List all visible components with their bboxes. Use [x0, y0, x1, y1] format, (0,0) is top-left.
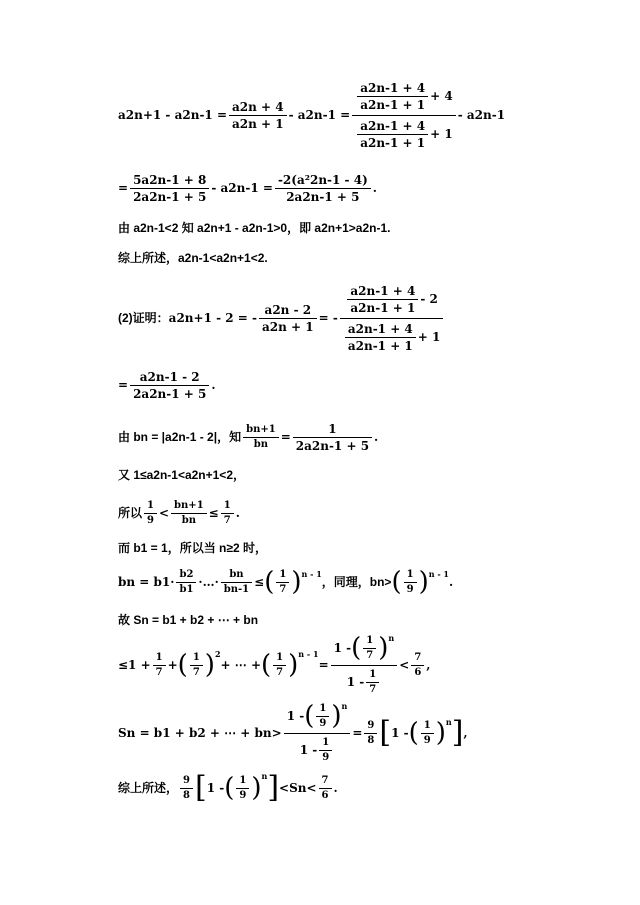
- right-paren: ): [418, 567, 429, 597]
- eq11-power-base-2: [404, 568, 417, 597]
- eq15-prefix: 综上所述，: [118, 781, 179, 795]
- denominator: 9: [423, 734, 431, 746]
- num-prefix: 1 -: [333, 641, 352, 655]
- denominator: 7: [223, 514, 231, 526]
- period: .: [211, 378, 216, 392]
- right-bracket: ]: [267, 770, 280, 805]
- denominator: 2a2n-1 + 5: [133, 386, 207, 401]
- denominator: a2n-1 + 1: [360, 135, 426, 150]
- less-equal: ≤: [208, 506, 219, 520]
- exponent: n: [388, 632, 395, 643]
- eq5-fraction-1: [259, 302, 317, 335]
- equation-line-1: [118, 80, 505, 150]
- numerator: 9: [183, 774, 190, 786]
- left-paren: (: [304, 701, 315, 731]
- numerator: a2n - 2: [264, 302, 312, 317]
- equation-line-11: [118, 564, 453, 600]
- equation-line-2: [118, 170, 377, 206]
- numerator: 1: [239, 774, 247, 786]
- eq5-equals: = -: [318, 311, 338, 325]
- eq14-power-fraction: [421, 719, 434, 748]
- right-paren: ): [291, 567, 302, 597]
- denominator: 7: [369, 683, 377, 695]
- eq14-coef-fraction: [364, 719, 377, 748]
- equals: =: [280, 430, 291, 444]
- denominator: 9: [147, 514, 154, 526]
- eq13-prefix: ≤1 +: [118, 658, 151, 672]
- less-than: <: [399, 658, 410, 672]
- left-paren: (: [264, 567, 275, 597]
- numerator: 1: [276, 651, 284, 663]
- denominator: 9: [319, 717, 327, 729]
- equation-line-14: [118, 700, 468, 763]
- exponent: n - 1: [428, 569, 449, 579]
- numerator: 1: [406, 568, 414, 580]
- eq1-complex-fraction: [352, 78, 456, 153]
- denominator: 8: [183, 789, 190, 801]
- eq9-prefix: 所以: [118, 506, 143, 520]
- tail: + 1: [430, 127, 453, 141]
- exponent: n - 1: [301, 569, 322, 579]
- eq1-tail: - a2n-1: [457, 108, 506, 122]
- dots: ·…·: [198, 575, 219, 589]
- numerator: 1: [369, 668, 377, 680]
- numerator: bn+1: [174, 499, 204, 511]
- denominator: 6: [321, 789, 329, 801]
- eq7-fraction-2: [293, 421, 372, 454]
- numerator: 1: [423, 719, 431, 731]
- eq11-mid: ，同理，bn>: [321, 575, 392, 589]
- text-line-12: 故 Sn = b1 + b2 + ⋯ + bn: [118, 613, 259, 627]
- left-paren: (: [261, 650, 272, 680]
- tail: + 4: [430, 89, 453, 103]
- eq6-fraction: [130, 369, 209, 402]
- numerator: a2n-1 - 2: [139, 369, 200, 384]
- denominator: 7: [366, 649, 374, 661]
- period: .: [235, 506, 240, 520]
- eq2-fraction-1: [130, 172, 209, 205]
- denominator: 2a2n-1 + 5: [133, 189, 207, 204]
- denominator: 6: [414, 666, 422, 678]
- numerator: a2n-1 + 4: [347, 321, 413, 336]
- numerator: a2n-1 + 4: [360, 118, 426, 133]
- inner-fraction: [357, 118, 428, 151]
- den-prefix: 1 -: [346, 675, 365, 689]
- eq15-power-fraction: [236, 774, 249, 803]
- text-line-4: 综上所述，a2n-1<a2n+1<2.: [118, 251, 268, 265]
- equation-line-5: [118, 282, 445, 354]
- dots: + ⋯ +: [220, 658, 261, 672]
- inner-fraction: [347, 283, 418, 316]
- period: .: [372, 181, 377, 195]
- comma: ,: [426, 658, 431, 672]
- tail: + 1: [417, 330, 441, 344]
- complex-denominator: [340, 319, 444, 356]
- denominator: 7: [155, 666, 163, 678]
- numerator: 1: [192, 651, 200, 663]
- numerator: 7: [414, 651, 422, 663]
- text-line-3: 由 a2n-1<2 知 a2n+1 - a2n-1>0，即 a2n+1>a2n-1.: [118, 221, 391, 235]
- eq13-sum-fraction: [331, 632, 398, 699]
- equals: =: [352, 726, 363, 740]
- numerator: a2n-1 + 4: [350, 283, 416, 298]
- eq13-power-2: [273, 651, 286, 680]
- left-paren: (: [351, 633, 362, 663]
- tail: - 2: [420, 292, 438, 306]
- inner-fraction: [363, 634, 376, 663]
- num-prefix: 1 -: [286, 709, 305, 723]
- numerator: a2n-1 + 4: [360, 80, 426, 95]
- denominator: bn-1: [223, 583, 250, 595]
- complex-numerator: [352, 78, 456, 115]
- exponent: n: [261, 771, 268, 781]
- text-line-10: 而 b1 = 1，所以当 n≥2 时，: [118, 541, 267, 555]
- eq11-fraction-1: [176, 568, 196, 597]
- numerator: 1: [366, 634, 374, 646]
- left-paren: (: [391, 567, 402, 597]
- eq1-fraction-1: [229, 99, 287, 132]
- denominator: 7: [192, 666, 200, 678]
- denominator: 7: [276, 666, 284, 678]
- inner-fraction: [316, 702, 329, 731]
- numerator: 9: [367, 719, 375, 731]
- eq13-power-1: [190, 651, 203, 680]
- equation-line-6: [118, 368, 216, 402]
- denominator: a2n-1 + 1: [347, 338, 413, 353]
- eq11-fraction-2: [221, 568, 252, 597]
- inner-fraction: [366, 668, 379, 697]
- exponent: n - 1: [298, 649, 319, 659]
- numerator: 1: [279, 568, 287, 580]
- numerator: a2n + 4: [232, 99, 284, 114]
- left-paren: (: [224, 773, 235, 803]
- left-paren: (: [177, 650, 188, 680]
- bracket-prefix: 1 -: [391, 726, 409, 740]
- eq14-sum-fraction: [284, 700, 351, 767]
- eq14-prefix: Sn = b1 + b2 + ⋯ + bn>: [118, 726, 282, 740]
- denominator: 9: [322, 751, 330, 763]
- left-paren: (: [408, 718, 419, 748]
- plus: +: [167, 658, 178, 672]
- denominator: 7: [279, 583, 287, 595]
- equals: =: [118, 378, 129, 392]
- eq11-prefix: bn = b1·: [118, 575, 175, 589]
- eq9-fraction-3: [221, 499, 234, 528]
- denominator: a2n-1 + 1: [360, 97, 426, 112]
- less-equal: ≤: [254, 575, 265, 589]
- numerator: 1: [155, 651, 163, 663]
- denominator: a2n + 1: [232, 116, 284, 131]
- comma: ,: [463, 726, 468, 740]
- eq2-fraction-2: [275, 172, 371, 205]
- eq15-mid: <Sn<: [279, 781, 317, 795]
- exponent: n: [445, 717, 452, 727]
- numerator: 1: [147, 499, 154, 511]
- right-paren: ): [204, 650, 215, 680]
- numerator: [284, 700, 351, 733]
- text-line-8: 又 1≤a2n-1<a2n+1<2，: [118, 468, 245, 482]
- denominator: 9: [239, 789, 247, 801]
- eq7-prefix: 由 bn = |a2n-1 - 2|，知: [118, 430, 242, 444]
- eq9-fraction-2: [171, 499, 207, 528]
- eq5-complex-fraction: [340, 281, 444, 356]
- eq7-fraction-1: [243, 423, 279, 452]
- right-paren: ): [435, 718, 446, 748]
- less-than: <: [158, 506, 170, 520]
- right-bracket: ]: [451, 715, 464, 750]
- denominator: b1: [179, 583, 194, 595]
- eq1-lhs: a2n+1 - a2n-1 =: [118, 108, 228, 122]
- numerator: 5a2n-1 + 8: [133, 172, 207, 187]
- complex-denominator: [352, 116, 456, 153]
- numerator: 1: [223, 499, 231, 511]
- proof-label: (2)证明：: [118, 311, 169, 325]
- right-paren: ): [331, 701, 342, 731]
- equals: =: [318, 658, 329, 672]
- period: .: [449, 575, 454, 589]
- denominator: [297, 734, 337, 767]
- inner-fraction: [345, 321, 416, 354]
- right-paren: ): [378, 633, 389, 663]
- inner-fraction: [319, 736, 332, 765]
- numerator: -2(a²2n-1 - 4): [277, 172, 368, 187]
- left-bracket: [: [194, 770, 207, 805]
- equals: =: [118, 181, 129, 195]
- exponent: 2: [214, 649, 221, 659]
- inner-fraction: [357, 80, 428, 113]
- denominator: [344, 666, 384, 699]
- denominator: 8: [367, 734, 375, 746]
- den-prefix: 1 -: [299, 743, 318, 757]
- equation-line-7: [118, 420, 378, 454]
- denominator: a2n-1 + 1: [350, 300, 416, 315]
- equation-line-9: [118, 496, 240, 530]
- denominator: 2a2n-1 + 5: [295, 438, 370, 453]
- numerator: bn+1: [246, 423, 276, 435]
- complex-numerator: [342, 281, 440, 318]
- numerator: 1: [322, 736, 330, 748]
- numerator: b2: [179, 568, 194, 580]
- numerator: [331, 632, 398, 665]
- numerator: bn: [229, 568, 244, 580]
- period: .: [333, 781, 338, 795]
- left-bracket: [: [379, 715, 392, 750]
- right-paren: ): [288, 650, 299, 680]
- eq15-coef-fraction: [180, 774, 193, 803]
- numerator: 7: [321, 774, 329, 786]
- numerator: 1: [328, 421, 337, 436]
- eq2-mid: - a2n-1 =: [211, 181, 273, 195]
- denominator: bn: [253, 438, 269, 450]
- equation-line-15: [118, 768, 338, 808]
- equation-line-13: [118, 632, 431, 695]
- denominator: 2a2n-1 + 5: [286, 189, 360, 204]
- eq9-fraction-1: [144, 499, 157, 528]
- numerator: 1: [319, 702, 327, 714]
- right-paren: ): [251, 773, 262, 803]
- eq5-lhs: a2n+1 - 2 = -: [168, 311, 258, 325]
- bracket-prefix: 1 -: [206, 781, 225, 795]
- denominator: a2n + 1: [262, 319, 314, 334]
- eq13-end-fraction: [411, 651, 424, 680]
- eq15-end-fraction: [319, 774, 332, 803]
- denominator: bn: [181, 514, 196, 526]
- eq1-mid: - a2n-1 =: [288, 108, 351, 122]
- eq11-power-base-1: [276, 568, 289, 597]
- denominator: 9: [406, 583, 414, 595]
- exponent: n: [341, 700, 348, 711]
- eq13-fraction-1: [153, 651, 166, 680]
- period: .: [374, 430, 379, 444]
